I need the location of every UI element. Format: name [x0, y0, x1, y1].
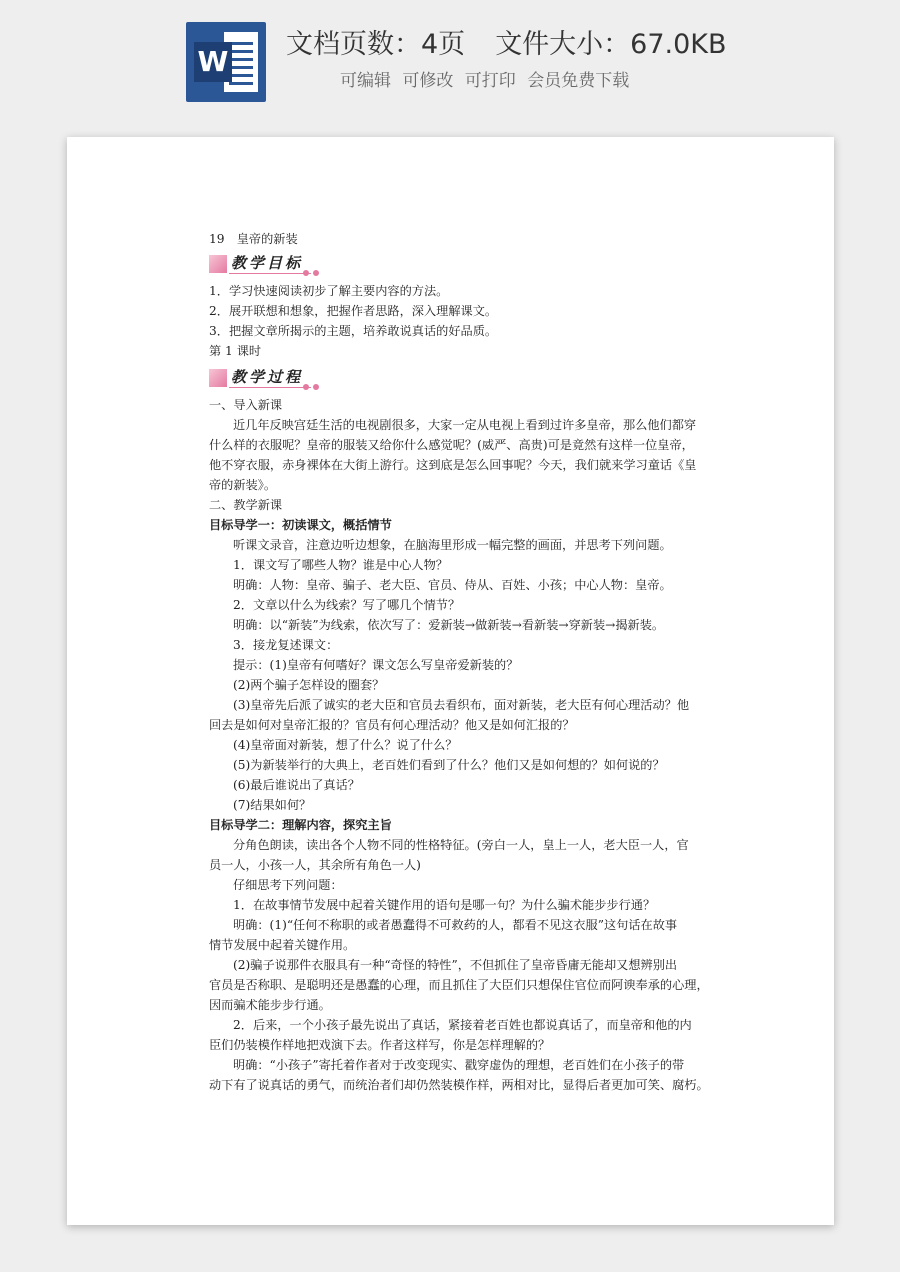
goal-item: 3．把握文章所揭示的主题，培养敢说真话的好品质。 [209, 324, 498, 338]
paragraph-line: 什么样的衣服呢？皇帝的服装又给你什么感觉呢？(威严、高贵)可是竟然有这样一位皇帝， [209, 438, 694, 452]
heading-decoration [209, 255, 227, 273]
answer: 情节发展中起着关键作用。 [209, 938, 356, 952]
question: 3．接龙复述课文： [233, 638, 339, 652]
goal-item: 2．展开联想和想象，把握作者思路，深入理解课文。 [209, 304, 498, 318]
paragraph-line: 仔细思考下列问题： [233, 878, 343, 892]
question: 2．文章以什么为线索？写了哪几个情节？ [233, 598, 461, 612]
file-size-label: 文件大小：67.0KB [495, 29, 727, 60]
answer: 官员是否称职、是聪明还是愚蠢的心理，而且抓住了大臣们只想保住官位而阿谀奉承的心理， [209, 978, 709, 992]
question: 2．后来，一个小孩子最先说出了真话，紧接着老百姓也都说真话了，而皇帝和他的内 [233, 1018, 692, 1032]
guide-heading: 目标导学一：初读课文，概括情节 [209, 518, 392, 532]
hint: 提示：(1)皇帝有何嗜好？课文怎么写皇帝爱新装的？ [233, 658, 519, 672]
lesson-title: 19 皇帝的新装 [209, 232, 298, 246]
goal-item: 1．学习快速阅读初步了解主要内容的方法。 [209, 284, 449, 298]
word-document-icon [186, 22, 266, 102]
answer: 明确：(1)“任何不称职的或者愚蠢得不可救药的人，都看不见这衣服”这句话在故事 [233, 918, 678, 932]
hint: (5)为新装举行的大典上，老百姓们看到了什么？他们又是如何想的？如何说的？ [233, 758, 665, 772]
question: 1．课文写了哪些人物？谁是中心人物？ [233, 558, 448, 572]
part-heading: 二、教学新课 [209, 498, 283, 512]
paragraph-line: 听课文录音，注意边听边想象，在脑海里形成一幅完整的画面，并思考下列问题。 [233, 538, 672, 552]
feature-list: 可编辑 可修改 可打印 会员免费下载 [340, 71, 630, 91]
document-page [67, 137, 834, 1225]
page-count-label: 文档页数：4页 [286, 29, 466, 60]
question: 臣们仍装模作样地把戏演下去。作者这样写，你是怎样理解的？ [209, 1038, 551, 1052]
answer: 明确：“小孩子”寄托着作者对于改变现实、戳穿虚伪的理想，老百姓们在小孩子的带 [233, 1058, 685, 1072]
document-info [286, 22, 726, 61]
hint: (4)皇帝面对新装，想了什么？说了什么？ [233, 738, 458, 752]
paragraph-line: 员一人，小孩一人，其余所有角色一人) [209, 858, 421, 872]
paragraph-line: 他不穿衣服，赤身裸体在大街上游行。这到底是怎么回事呢？今天，我们就来学习童话《皇 [209, 458, 697, 472]
section-heading-process: 教学过程 [209, 367, 729, 389]
paragraph-line: 分角色朗读，读出各个人物不同的性格特征。(旁白一人，皇上一人，老大臣一人，官 [233, 838, 689, 852]
hint: (6)最后谁说出了真话？ [233, 778, 360, 792]
answer: 明确：以“新装”为线索，依次写了：爱新装→做新装→看新装→穿新装→揭新装。 [233, 618, 665, 632]
hint: (3)皇帝先后派了诚实的老大臣和官员去看织布，面对新装，老大臣有何心理活动？他 [233, 698, 690, 712]
answer: 因而骗术能步步行通。 [209, 998, 331, 1012]
guide-heading: 目标导学二：理解内容，探究主旨 [209, 818, 392, 832]
hint: (2)两个骗子怎样设的圈套？ [233, 678, 385, 692]
answer: 明确：人物：皇帝、骗子、老大臣、官员、侍从、百姓、小孩；中心人物：皇帝。 [233, 578, 672, 592]
answer: (2)骗子说那件衣服具有一种“奇怪的特性”，不但抓住了皇帝昏庸无能却又想辨别出 [233, 958, 678, 972]
document-content [209, 229, 729, 1095]
hint: 回去是如何对皇帝汇报的？官员有何心理活动？他又是如何汇报的？ [209, 718, 575, 732]
paragraph-line: 近几年反映宫廷生活的电视剧很多，大家一定从电视上看到过许多皇帝，那么他们都穿 [233, 418, 697, 432]
heading-decoration [209, 369, 227, 387]
question: 1．在故事情节发展中起着关键作用的语句是哪一句？为什么骗术能步步行通？ [233, 898, 656, 912]
answer: 动下有了说真话的勇气，而统治者们却仍然装模作样，两相对比，显得后者更加可笑、腐朽。 [209, 1078, 709, 1092]
part-heading: 一、导入新课 [209, 398, 283, 412]
word-letter-w: W [194, 42, 232, 82]
paragraph-line: 帝的新装》。 [209, 478, 277, 492]
section-heading-goals: 教学目标 [209, 253, 729, 275]
lesson-period: 第 1 课时 [209, 344, 262, 358]
hint: (7)结果如何？ [233, 798, 312, 812]
